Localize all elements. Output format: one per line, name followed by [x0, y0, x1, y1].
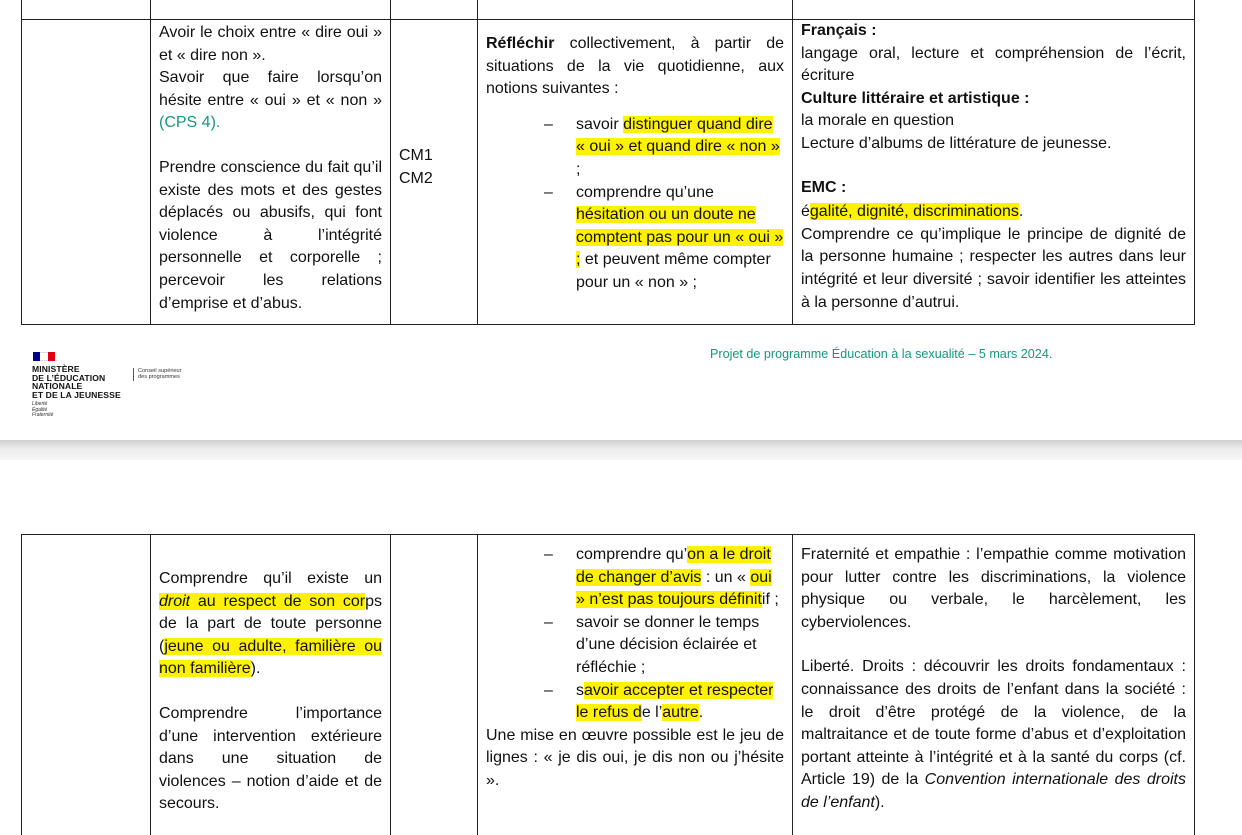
empty-cell — [391, 0, 478, 20]
heading-text: EMC : — [801, 178, 847, 196]
levels-cell — [391, 20, 478, 325]
motto — [32, 402, 121, 418]
activity-intro — [486, 33, 784, 101]
program-table-page-2 — [21, 534, 1195, 835]
highlighted-italic-text: droit — [159, 592, 191, 610]
item-text: . — [698, 704, 704, 722]
discipline-heading — [801, 177, 1186, 200]
table-top-row — [22, 0, 1195, 20]
heading-text: Français : — [801, 22, 877, 39]
empty-cell — [793, 0, 1195, 20]
text-part: Comprendre qu’il existe un — [159, 570, 382, 587]
text-part: . — [1018, 203, 1024, 221]
activity-list-item — [576, 680, 784, 725]
project-footer-text: Projet de programme Éducation à la sexualité – 5 mars 2024. — [710, 347, 1053, 361]
ministry-line: DE L’ÉDUCATION — [32, 372, 106, 383]
motto-line: Liberté — [32, 401, 48, 408]
item-text: ; — [576, 160, 581, 178]
activities-cell — [478, 535, 793, 835]
highlighted-text: distinguer quand dire « oui » et quand dire « non » — [576, 115, 780, 156]
activity-outro: Une mise en œuvre possible est le jeu de lignes : « je dis oui, je dis non ou j’hésite ». — [486, 726, 784, 789]
motto-line: Fraternité — [32, 411, 54, 418]
council-label — [133, 368, 182, 381]
heading-text: Culture littéraire et artistique : — [801, 89, 1030, 107]
council-line: des programmes — [138, 374, 180, 381]
disciplines-cell — [793, 20, 1195, 325]
levels-cell — [391, 535, 478, 835]
highlighted-text: oui » n’est pas toujours définit — [576, 568, 772, 609]
objective-paragraph — [159, 67, 382, 135]
document-page-2 — [0, 460, 1242, 835]
activities-cell — [478, 20, 793, 325]
text-part: ps de la part de toute personne ( — [159, 592, 382, 655]
motto-line: Égalité — [32, 406, 48, 413]
text-part: ). — [250, 660, 261, 678]
objective-paragraph: Avoir le choix entre « dire oui » et « dire non ». — [159, 24, 382, 64]
item-text: if ; — [761, 591, 779, 609]
empty-cell — [478, 0, 793, 20]
ministry-line: ET DE LA JEUNESSE — [32, 389, 121, 400]
objective-paragraph — [159, 568, 382, 681]
discipline-text: Comprendre ce qu’implique le principe de dignité de la personne humaine ; respecter les autres dans leur intégrité et leur diversité ; savoir identifier les atteintes à la personne d’autrui. — [801, 225, 1186, 311]
level-label: CM1 — [399, 147, 433, 164]
empty-first-column-cell — [22, 535, 151, 835]
objectives-cell — [151, 535, 391, 835]
item-text: e l’ — [641, 704, 663, 722]
discipline-heading — [801, 20, 1186, 43]
discipline-text — [801, 656, 1186, 814]
item-text: : un « — [701, 568, 751, 586]
objective-text: Savoir que faire lorsqu’on hésite entre « oui » et « non » — [159, 69, 382, 109]
highlighted-text: galité, dignité, discriminations — [809, 203, 1019, 221]
empty-first-column-cell — [22, 20, 151, 325]
italic-text: Convention internationale des droits de l’enfant — [801, 771, 1186, 811]
highlighted-text: au respect de son cor — [190, 592, 366, 610]
french-flag-icon — [33, 352, 55, 361]
highlighted-text: on a le droit de changer d’avis — [576, 546, 771, 586]
empty-cell — [22, 0, 151, 20]
item-text: comprendre qu’ — [576, 546, 688, 563]
activity-list-item: – savoir se donner le temps d’une décision éclairée et réfléchie ; — [576, 612, 784, 680]
program-table-page-1 — [21, 0, 1195, 325]
empty-cell — [151, 0, 391, 20]
item-text: savoir — [576, 115, 624, 133]
highlighted-text: jeune ou adulte, familière ou non familière — [159, 637, 382, 678]
discipline-heading — [801, 88, 1186, 111]
text-part: Liberté. Droits : découvrir les droits fondamentaux : connaissance des droits de l’enfant dans la société : le droit d’être protégé de la violence, de la maltraitance et de toute forme d’abus et d’exploitation portant atteinte à l’intégrité et à la santé du corps (cf. Article 19) de la — [801, 658, 1186, 789]
discipline-text: la morale en question — [801, 112, 954, 130]
objectives-cell — [151, 20, 391, 325]
activity-list-item — [576, 114, 784, 182]
discipline-text — [801, 201, 1186, 224]
discipline-text: Fraternité et empathie : l’empathie comme motivation pour lutter contre les discriminations, la violence physique ou verbale, le harcèlement, les cyberviolences. — [801, 546, 1186, 631]
table-row — [22, 20, 1195, 325]
highlighted-text: avoir accepter et respecter le refus d — [576, 681, 774, 722]
cps-reference: (CPS 4). — [159, 114, 221, 132]
activity-list-item — [576, 544, 784, 612]
ministry-logo — [32, 352, 121, 418]
highlighted-text: autre — [662, 704, 699, 722]
council-line: Conseil supérieur — [138, 368, 182, 374]
ministry-line: MINISTÈRE — [32, 364, 80, 374]
highlighted-text: hésitation ou un doute ne comptent pas pour un « oui » ; — [576, 206, 784, 269]
objective-paragraph: Comprendre l’importance d’une intervention extérieure dans une situation de violences – notion d’aide et de secours. — [159, 704, 382, 813]
objective-paragraph: Prendre conscience du fait qu’il existe des mots et des gestes déplacés ou abusifs, qui font violence à l’intégrité personnelle et corporelle ; percevoir les relations d’emprise et d’abus. — [159, 158, 382, 312]
table-row — [22, 535, 1195, 835]
activity-intro-text: collectivement, à partir de situations de la vie quotidienne, aux notions suivantes : — [486, 35, 784, 98]
item-text: et peuvent même compter pour un « non » ; — [576, 251, 771, 291]
disciplines-cell — [793, 535, 1195, 835]
activity-intro-bold: Réfléchir — [486, 35, 555, 52]
text-part: é — [801, 203, 810, 221]
discipline-text: langage oral, lecture et compréhension de l’écrit, écriture — [801, 44, 1186, 85]
level-label: CM2 — [399, 169, 433, 187]
activity-list-item — [576, 182, 784, 295]
item-text: s — [576, 681, 584, 699]
page-separator — [0, 440, 1242, 460]
text-part: ). — [874, 793, 885, 811]
ministry-line: NATIONALE — [32, 381, 83, 392]
discipline-text: Lecture d’albums de littérature de jeunesse. — [801, 134, 1112, 152]
item-text: comprendre qu’une — [576, 183, 714, 201]
